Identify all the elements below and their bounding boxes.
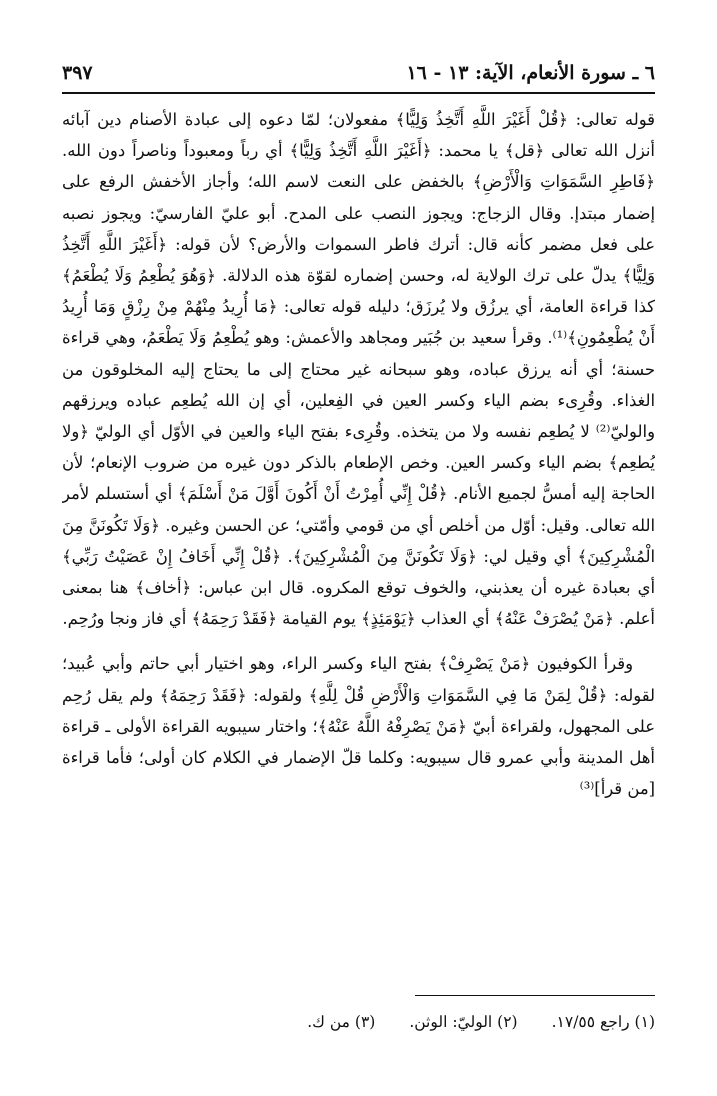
main-text bbox=[62, 104, 655, 984]
running-title: ٦ ـ سورة الأنعام، الآية: ١٣ - ١٦ bbox=[406, 62, 655, 84]
page-header bbox=[62, 58, 655, 88]
header-divider bbox=[62, 92, 655, 94]
page-number: ٣٩٧ bbox=[62, 62, 93, 84]
footnote-3: (٣) من ك. bbox=[307, 1013, 376, 1031]
footnote-divider bbox=[415, 995, 655, 996]
footnote-1: (١) راجع ١٧/٥٥. bbox=[551, 1013, 655, 1031]
paragraph-2: وقرأ الكوفيون ﴿مَنْ يَصْرِفْ﴾ بفتح الياء وكسر الراء، وهو اختيار أبي حاتم وأبي عُبيد؛ لقوله: ﴿قُلْ لِمَنْ مَا فِي السَّمَوَاتِ وَالْأَرْضِ قُلْ لِلَّهِ﴾ ولقوله: ﴿فَقَدْ رَحِمَهُ﴾ ولم يقل رُحِم على المجهول، ولقراءة أبيّ ﴿مَنْ يَصْرِفْهُ اللَّهُ عَنْهُ﴾؛ واختار سيبويه القراءة الأولى ـ قراءة أهل المدينة وأبي عمرو قال سيبويه: وكلما قلّ الإضمار في الكلام كان أولى؛ فأما قراءة [من قرأ]⁽³⁾ bbox=[62, 654, 655, 799]
paragraph-1: قوله تعالى: ﴿قُلْ أَغَيْرَ اللَّهِ أَتَّخِذُ وَلِيًّا﴾ مفعولان؛ لمّا دعوه إلى عبادة الأصنام دين آبائه أنزل الله تعالى ﴿قل﴾ يا محمد: ﴿أَغَيْرَ اللَّهِ أَتَّخِذُ وَلِيًّا﴾ أي رباً ومعبوداً وناصراً دون الله. ﴿فَاطِرِ السَّمَوَاتِ وَالْأَرْضِ﴾ بالخفض على النعت لاسم الله؛ وأجاز الأخفش الرفع على إضمار مبتدإ. وقال الزجاج: ويجوز النصب على المدح. أبو عليّ الفارسيّ: ويجوز نصبه على فعل مضمر كأنه قال: أترك فاطر السموات والأرض؟ لأن قوله: ﴿أَغَيْرَ اللَّهِ أَتَّخِذُ وَلِيًّا﴾ يدلّ على ترك الولاية له، وحسن إضماره لقوّة هذه الدلالة. ﴿وَهُوَ يُطْعِمُ وَلَا يُطْعَمُ﴾ كذا قراءة العامة، أي يرزُق ولا يُرزَق؛ دليله قوله تعالى: ﴿مَا أُرِيدُ مِنْهُمْ مِنْ رِزْقٍ وَمَا أُرِيدُ أَنْ يُطْعِمُونِ﴾⁽¹⁾. وقرأ سعيد بن جُبَير ومجاهد والأعمش: وهو يُطْعِمُ وَلَا يَطْعَمُ، وهي قراءة حسنة؛ أي أنه يرزق عباده، وهو سبحانه غير محتاج إلى ما يحتاج إليه المخلوقون من الغذاء. وقُرِىء بضم الياء وكسر العين في الفِعلين، أي إن الله يُطعِم عباده ويرزقهم والوليّ⁽²⁾ لا يُطعِم نفسه ولا من يتخذه. وقُرِىء بفتح الياء والعين في الأوّل أي الوليّ ﴿ولا يُطعِم﴾ بضم الياء وكسر العين. وخص الإطعام بالذكر دون غيره من ضروب الإنعام؛ لأن الحاجة إليه أمسُّ لجميع الأنام. ﴿قُلْ إِنِّي أُمِرْتُ أَنْ أَكُونَ أَوَّلَ مَنْ أَسْلَمَ﴾ أي أستسلم لأمر الله تعالى. وقيل: أوّل من أخلص أي من قومي وأمّتي؛ عن الحسن وغيره. ﴿وَلَا تَكُونَنَّ مِنَ الْمُشْرِكِينَ﴾ أي وقيل لي: ﴿وَلَا تَكُونَنَّ مِنَ الْمُشْرِكِينَ﴾. ﴿قُلْ إِنِّي أَخَافُ إِنْ عَصَيْتُ رَبِّي﴾ أي بعبادة غيره أن يعذبني، والخوف توقع المكروه. قال ابن عباس: ﴿أخاف﴾ هنا بمعنى أعلم. ﴿مَنْ يُصْرَفْ عَنْهُ﴾ أي العذاب ﴿يَوْمَئِذٍ﴾ يوم القيامة ﴿فَقَدْ رَحِمَهُ﴾ أي فاز ونجا ورُحِم. bbox=[62, 110, 655, 629]
footnotes bbox=[62, 1008, 655, 1036]
footnote-2: (٢) الوليّ: الوثن. bbox=[409, 1013, 518, 1031]
